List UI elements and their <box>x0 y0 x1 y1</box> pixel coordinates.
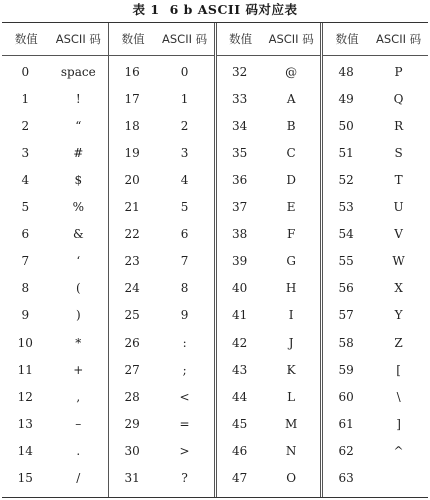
ascii-code-cell: O <box>286 471 297 485</box>
table-row <box>2 437 108 464</box>
ascii-code-cell: 6 <box>180 227 189 242</box>
table-row <box>323 302 428 329</box>
table-row <box>2 194 108 221</box>
ascii-code-cell: T <box>394 172 403 187</box>
value-cell: 55 <box>338 254 354 269</box>
column-group-3 <box>214 23 320 497</box>
header-row <box>2 23 108 56</box>
table-row <box>217 85 320 112</box>
ascii-code-cell: * <box>75 335 82 350</box>
ascii-code-cell: # <box>73 145 84 160</box>
header-row <box>323 23 428 56</box>
value-cell: 47 <box>232 471 248 485</box>
table-caption <box>0 0 430 22</box>
ascii-code-cell: C <box>286 145 296 160</box>
table-row <box>109 248 214 275</box>
table-row <box>109 329 214 356</box>
value-cell: 7 <box>21 254 30 269</box>
table-row <box>2 329 108 356</box>
ascii-code-cell: 2 <box>180 118 189 133</box>
value-cell: 39 <box>232 254 248 269</box>
value-cell: 52 <box>338 172 354 187</box>
value-cell: 36 <box>232 172 248 187</box>
value-cell: 10 <box>17 335 33 350</box>
value-cell: 16 <box>124 64 140 79</box>
ascii-code-cell: . <box>76 443 81 458</box>
ascii-code-cell: 7 <box>180 254 189 269</box>
table-row <box>2 139 108 166</box>
ascii-table <box>2 22 428 498</box>
ascii-code-cell: M <box>285 416 298 431</box>
ascii-code-cell: U <box>393 200 404 214</box>
value-cell: 2 <box>21 118 30 133</box>
ascii-code-cell: 0 <box>180 64 189 79</box>
table-row <box>323 58 428 85</box>
table-row <box>2 383 108 410</box>
ascii-code-cell: , <box>76 389 81 404</box>
ascii-code-cell: A <box>286 91 296 106</box>
table-row <box>217 275 320 302</box>
value-cell: 5 <box>21 200 30 214</box>
value-cell: 53 <box>338 200 354 214</box>
ascii-code-cell: 4 <box>180 172 189 187</box>
value-cell: 38 <box>232 227 248 242</box>
table-row <box>2 58 108 85</box>
table-row <box>109 275 214 302</box>
table-row <box>217 437 320 464</box>
ascii-code-cell: 3 <box>180 145 189 160</box>
ascii-code-cell: G <box>286 254 296 269</box>
ascii-code-cell: X <box>394 281 403 296</box>
table-row <box>109 356 214 383</box>
table-row <box>217 410 320 437</box>
ascii-code-cell: 1 <box>180 91 189 106</box>
header-row <box>217 23 320 56</box>
ascii-code-cell: @ <box>285 64 298 79</box>
ascii-code-cell: H <box>285 281 297 296</box>
table-row <box>323 221 428 248</box>
table-row <box>2 356 108 383</box>
value-cell: 51 <box>338 145 354 160</box>
table-row <box>2 465 108 492</box>
value-cell: 27 <box>124 362 140 377</box>
column-group-1 <box>2 23 108 497</box>
table-row <box>217 329 320 356</box>
value-cell: 12 <box>17 389 33 404</box>
value-cell: 8 <box>21 281 30 296</box>
value-cell: 21 <box>124 200 140 214</box>
value-cell: 57 <box>338 308 354 323</box>
ascii-code-cell: $ <box>74 172 83 187</box>
table-row <box>323 139 428 166</box>
table-row <box>109 383 214 410</box>
ascii-code-cell: W <box>392 254 405 269</box>
table-row <box>323 194 428 221</box>
ascii-code-cell: S <box>394 145 403 160</box>
ascii-code-cell: P <box>394 64 403 79</box>
value-cell: 1 <box>21 91 30 106</box>
ascii-code-cell: = <box>179 416 190 431</box>
ascii-code-cell: : <box>182 335 187 350</box>
table-row <box>217 248 320 275</box>
table-row <box>2 275 108 302</box>
table-row <box>217 221 320 248</box>
value-cell: 49 <box>338 91 354 106</box>
value-cell: 9 <box>21 308 30 323</box>
table-row <box>2 302 108 329</box>
table-row <box>109 437 214 464</box>
ascii-code-cell: N <box>285 443 297 458</box>
table-row <box>109 465 214 492</box>
value-cell: 56 <box>338 281 354 296</box>
header-ascii-code: ASCII 码 <box>376 32 422 46</box>
value-cell: 14 <box>17 443 33 458</box>
header-row <box>109 23 214 56</box>
table-row <box>109 410 214 437</box>
ascii-code-cell: & <box>72 227 84 242</box>
value-cell: 45 <box>232 416 248 431</box>
ascii-code-cell: R <box>394 118 404 133</box>
header-value: 数值 <box>335 32 359 46</box>
table-row <box>323 85 428 112</box>
ascii-code-cell: Q <box>393 91 404 106</box>
value-cell: 40 <box>232 281 248 296</box>
value-cell: 58 <box>338 335 354 350</box>
table-row <box>217 465 320 492</box>
ascii-code-cell: B <box>286 118 296 133</box>
value-cell: 35 <box>232 145 248 160</box>
table-row <box>2 166 108 193</box>
table-row <box>323 465 428 492</box>
ascii-code-cell: ) <box>75 308 81 323</box>
value-cell: 4 <box>21 172 30 187</box>
ascii-code-cell: 9 <box>180 308 189 323</box>
table-row <box>323 410 428 437</box>
table-row <box>323 275 428 302</box>
value-cell: 42 <box>232 335 248 350</box>
ascii-code-cell: < <box>179 389 190 404</box>
header-value: 数值 <box>14 32 38 46</box>
value-cell: 22 <box>124 227 140 242</box>
ascii-code-cell: F <box>286 227 296 242</box>
ascii-code-cell: L <box>287 389 296 404</box>
table-row <box>217 302 320 329</box>
table-row <box>109 112 214 139</box>
ascii-code-cell: > <box>179 443 190 458</box>
ascii-code-cell: – <box>75 416 82 431</box>
ascii-code-cell: I <box>288 308 294 323</box>
header-ascii-code: ASCII 码 <box>162 32 208 46</box>
value-cell: 25 <box>124 308 140 323</box>
table-row <box>109 194 214 221</box>
value-cell: 33 <box>232 91 248 106</box>
value-cell: 48 <box>338 64 354 79</box>
value-cell: 19 <box>124 145 140 160</box>
table-row <box>217 194 320 221</box>
table-row <box>323 112 428 139</box>
table-row <box>2 221 108 248</box>
table-row <box>109 139 214 166</box>
ascii-code-cell: V <box>394 227 403 242</box>
table-row <box>2 248 108 275</box>
value-cell: 29 <box>124 416 140 431</box>
value-cell: 46 <box>232 443 248 458</box>
table-row <box>323 166 428 193</box>
ascii-code-cell: + <box>73 362 84 377</box>
table-row <box>109 58 214 85</box>
table-row <box>323 437 428 464</box>
table-row <box>323 248 428 275</box>
table-row <box>217 356 320 383</box>
value-cell: 63 <box>338 471 354 485</box>
value-cell: 41 <box>232 308 248 323</box>
table-row <box>323 329 428 356</box>
ascii-code-cell: E <box>286 200 296 214</box>
ascii-code-cell: Z <box>394 335 403 350</box>
table-row <box>109 166 214 193</box>
value-cell: 20 <box>124 172 140 187</box>
ascii-code-cell: [ <box>396 362 401 377</box>
ascii-code-cell: \ <box>396 389 401 404</box>
ascii-code-cell: ( <box>75 281 81 296</box>
header-ascii-code: ASCII 码 <box>55 32 101 46</box>
value-cell: 15 <box>17 471 33 485</box>
table-row <box>2 410 108 437</box>
ascii-code-cell: ] <box>396 416 401 431</box>
table-number: 表 1 <box>132 2 160 17</box>
value-cell: 61 <box>338 416 354 431</box>
table-row <box>323 356 428 383</box>
value-cell: 37 <box>232 200 248 214</box>
value-cell: 32 <box>232 64 248 79</box>
value-cell: 17 <box>124 91 140 106</box>
ascii-code-cell: “ <box>75 118 82 133</box>
table-row <box>109 302 214 329</box>
value-cell: 13 <box>17 416 33 431</box>
table-row <box>2 85 108 112</box>
column-group-4 <box>320 23 428 497</box>
table-row <box>323 383 428 410</box>
ascii-code-cell: / <box>76 471 81 485</box>
table-row <box>217 58 320 85</box>
column-group-2 <box>108 23 214 497</box>
table-row <box>217 112 320 139</box>
value-cell: 62 <box>338 443 354 458</box>
header-value: 数值 <box>229 32 253 46</box>
value-cell: 11 <box>17 362 33 377</box>
ascii-code-cell: ! <box>75 91 81 106</box>
table-row <box>217 166 320 193</box>
value-cell: 54 <box>338 227 354 242</box>
header-ascii-code: ASCII 码 <box>268 32 314 46</box>
value-cell: 3 <box>21 145 30 160</box>
ascii-code-cell: ‘ <box>76 254 81 269</box>
value-cell: 18 <box>124 118 140 133</box>
value-cell: 60 <box>338 389 354 404</box>
value-cell: 23 <box>124 254 140 269</box>
table-row <box>217 383 320 410</box>
value-cell: 24 <box>124 281 140 296</box>
table-row <box>109 221 214 248</box>
value-cell: 50 <box>338 118 354 133</box>
ascii-code-cell: space <box>60 64 96 79</box>
ascii-code-cell: % <box>72 200 84 214</box>
value-cell: 6 <box>21 227 30 242</box>
ascii-code-cell: ^ <box>393 443 404 458</box>
value-cell: 26 <box>124 335 140 350</box>
ascii-code-cell: 8 <box>180 281 189 296</box>
header-value: 数值 <box>121 32 145 46</box>
value-cell: 31 <box>124 471 140 485</box>
table-row <box>217 139 320 166</box>
value-cell: 44 <box>232 389 248 404</box>
value-cell: 34 <box>232 118 248 133</box>
table-title: 6 b ASCII 码对应表 <box>169 2 298 17</box>
value-cell: 30 <box>124 443 140 458</box>
ascii-code-cell: J <box>288 335 294 350</box>
ascii-code-cell: 5 <box>180 200 189 214</box>
table-row <box>2 112 108 139</box>
value-cell: 28 <box>124 389 140 404</box>
value-cell: 43 <box>232 362 248 377</box>
ascii-code-cell: K <box>286 362 296 377</box>
ascii-code-cell: Y <box>394 308 403 323</box>
value-cell: 59 <box>338 362 354 377</box>
ascii-code-cell: ? <box>181 471 188 485</box>
table-row <box>109 85 214 112</box>
ascii-code-cell: D <box>286 172 296 187</box>
value-cell: 0 <box>21 64 30 79</box>
ascii-code-cell: ; <box>182 362 187 377</box>
